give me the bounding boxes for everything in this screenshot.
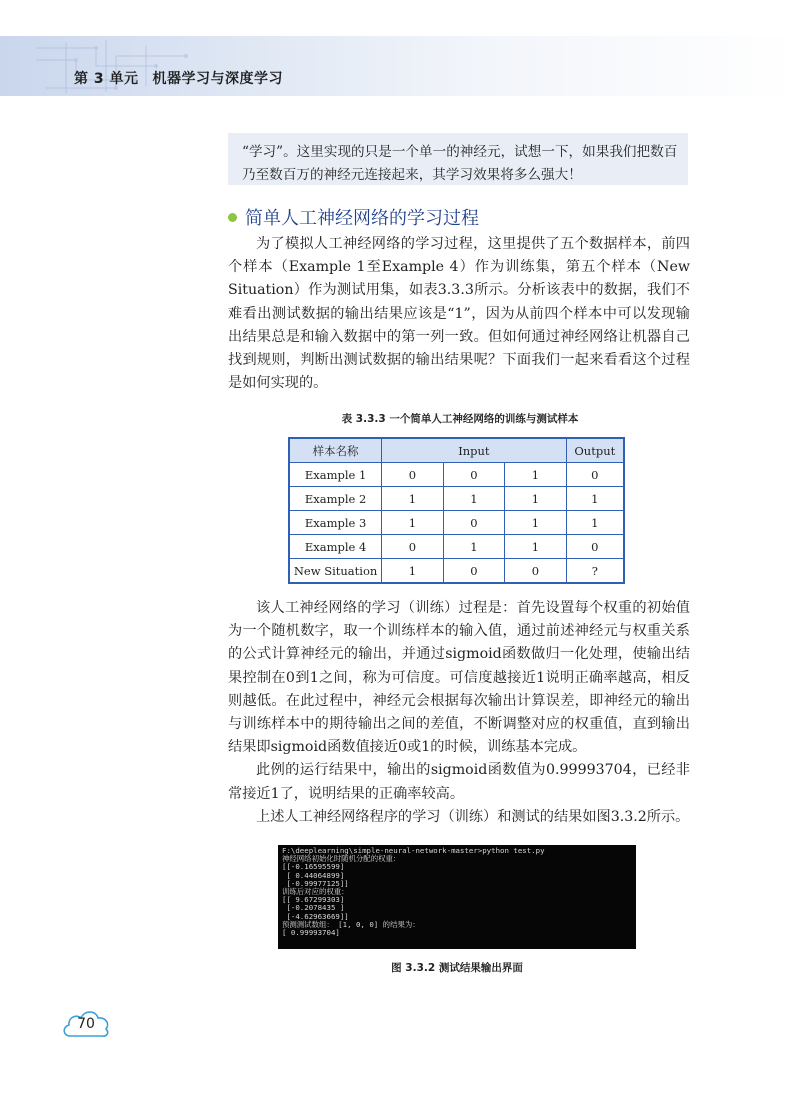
table-row [289, 511, 624, 535]
terminal-line: [ 0.44064899] [282, 870, 345, 880]
row-input-1: 1 [382, 559, 444, 584]
row-name: New Situation [289, 559, 382, 584]
table-row [289, 535, 624, 559]
page-number-text: 70 [77, 1016, 95, 1032]
row-input-3: 0 [505, 559, 567, 584]
terminal-line: [-4.62963669]] [282, 911, 349, 921]
header-sample-name: 样本名称 [289, 438, 382, 463]
row-input-1: 1 [382, 511, 444, 535]
unit-title: 机器学习与深度学习 [152, 71, 283, 87]
row-input-2: 0 [443, 463, 505, 487]
row-input-1: 1 [382, 487, 444, 511]
header-output: Output [566, 438, 624, 463]
terminal-line: 预测测试数组： [1, 0, 0] 的结果为： [282, 919, 420, 929]
row-input-1: 0 [382, 535, 444, 559]
terminal-line: [-0.99977125]] [282, 878, 349, 888]
page-number [60, 1006, 112, 1042]
terminal-line: [ 0.99993704] [282, 928, 340, 938]
header-input: Input [382, 438, 567, 463]
paragraph-4-text: 上述人工神经网络程序的学习（训练）和测试的结果如图3.3.2所示。 [256, 808, 690, 825]
paragraph-1 [228, 233, 690, 395]
table-header-row [289, 438, 624, 463]
section-heading-text: 简单人工神经网络的学习过程 [245, 208, 479, 229]
terminal-line: [-0.2078435 ] [282, 903, 345, 913]
paragraph-2-text: 该人工神经网络的学习（训练）过程是：首先设置每个权重的初始值为一个随机数字，取一个训练样本的输入值，通过前述神经元与权重关系的公式计算神经元的输出，并通过sigmoid函数做归一化处理，使输出结果控制在0到1之间，称为可信度。可信度越接近1说明正确率越高，相反则越低。在此过程中，神经元会根据每次输出计算误差，即神经元的输出与训练样本中的期待输出之间的差值，不断调整对应的权重值，直到输出结果即sigmoid函数值接近0或1的时候，训练基本完成。 [228, 600, 690, 756]
section-heading [228, 204, 479, 230]
terminal-line: [[-0.16595599] [282, 862, 345, 872]
table-row [289, 487, 624, 511]
bullet-dot-icon [228, 213, 237, 222]
row-output: ? [566, 559, 624, 584]
table-caption: 表 3.3.3 一个简单人工神经网络的训练与测试样本 [341, 413, 579, 425]
paragraph-3-text: 此例的运行结果中，输出的sigmoid函数值为0.99993704，已经非常接近1了，说明结果的正确率较高。 [228, 762, 690, 802]
paragraph-2 [228, 597, 690, 829]
table-row [289, 463, 624, 487]
intro-box: “学习”。这里实现的只是一个单一的神经元，试想一下，如果我们把数百乃至数百万的神经元连接起来，其学习效果将多么强大！ [228, 133, 688, 185]
row-output: 1 [566, 487, 624, 511]
row-input-3: 1 [505, 511, 567, 535]
row-output: 0 [566, 463, 624, 487]
row-output: 1 [566, 511, 624, 535]
row-input-3: 1 [505, 535, 567, 559]
terminal-line: 训练后对应的权重： [282, 887, 349, 897]
row-output: 0 [566, 535, 624, 559]
terminal-line: [[ 9.67299303] [282, 895, 345, 905]
row-input-3: 1 [505, 463, 567, 487]
terminal-output [278, 845, 636, 949]
row-input-1: 0 [382, 463, 444, 487]
row-name: Example 2 [289, 487, 382, 511]
row-input-2: 1 [443, 535, 505, 559]
row-input-2: 1 [443, 487, 505, 511]
unit-number: 第 3 单元 [74, 71, 139, 87]
row-name: Example 3 [289, 511, 382, 535]
row-input-3: 1 [505, 487, 567, 511]
row-name: Example 1 [289, 463, 382, 487]
paragraph-1-text: 为了模拟人工神经网络的学习过程，这里提供了五个数据样本，前四个样本（Example 1至Example 4）作为训练集，第五个样本（New Situation）作为测试用集，如表3.3.3所示。分析该表中的数据，我们不难看出测试数据的输出结果应该是“1”，因为从前四个样本中可以发现输出结果总是和输入数据中的第一列一致。但如何通过神经网络让机器自己找到规则，判断出测试数据的输出结果呢？下面我们一起来看看这个过程是如何实现的。 [228, 236, 690, 392]
terminal-line: F:\deeplearning\simple-neural-network-master>python test.py [282, 846, 545, 855]
row-name: Example 4 [289, 535, 382, 559]
sample-table [288, 437, 625, 584]
terminal-line: 神经网络初始化时随机分配的权重： [282, 854, 401, 864]
row-input-2: 0 [443, 511, 505, 535]
table-row [289, 559, 624, 584]
figure-caption: 图 3.3.2 测试结果输出界面 [391, 962, 523, 974]
row-input-2: 0 [443, 559, 505, 584]
unit-header [74, 68, 297, 88]
